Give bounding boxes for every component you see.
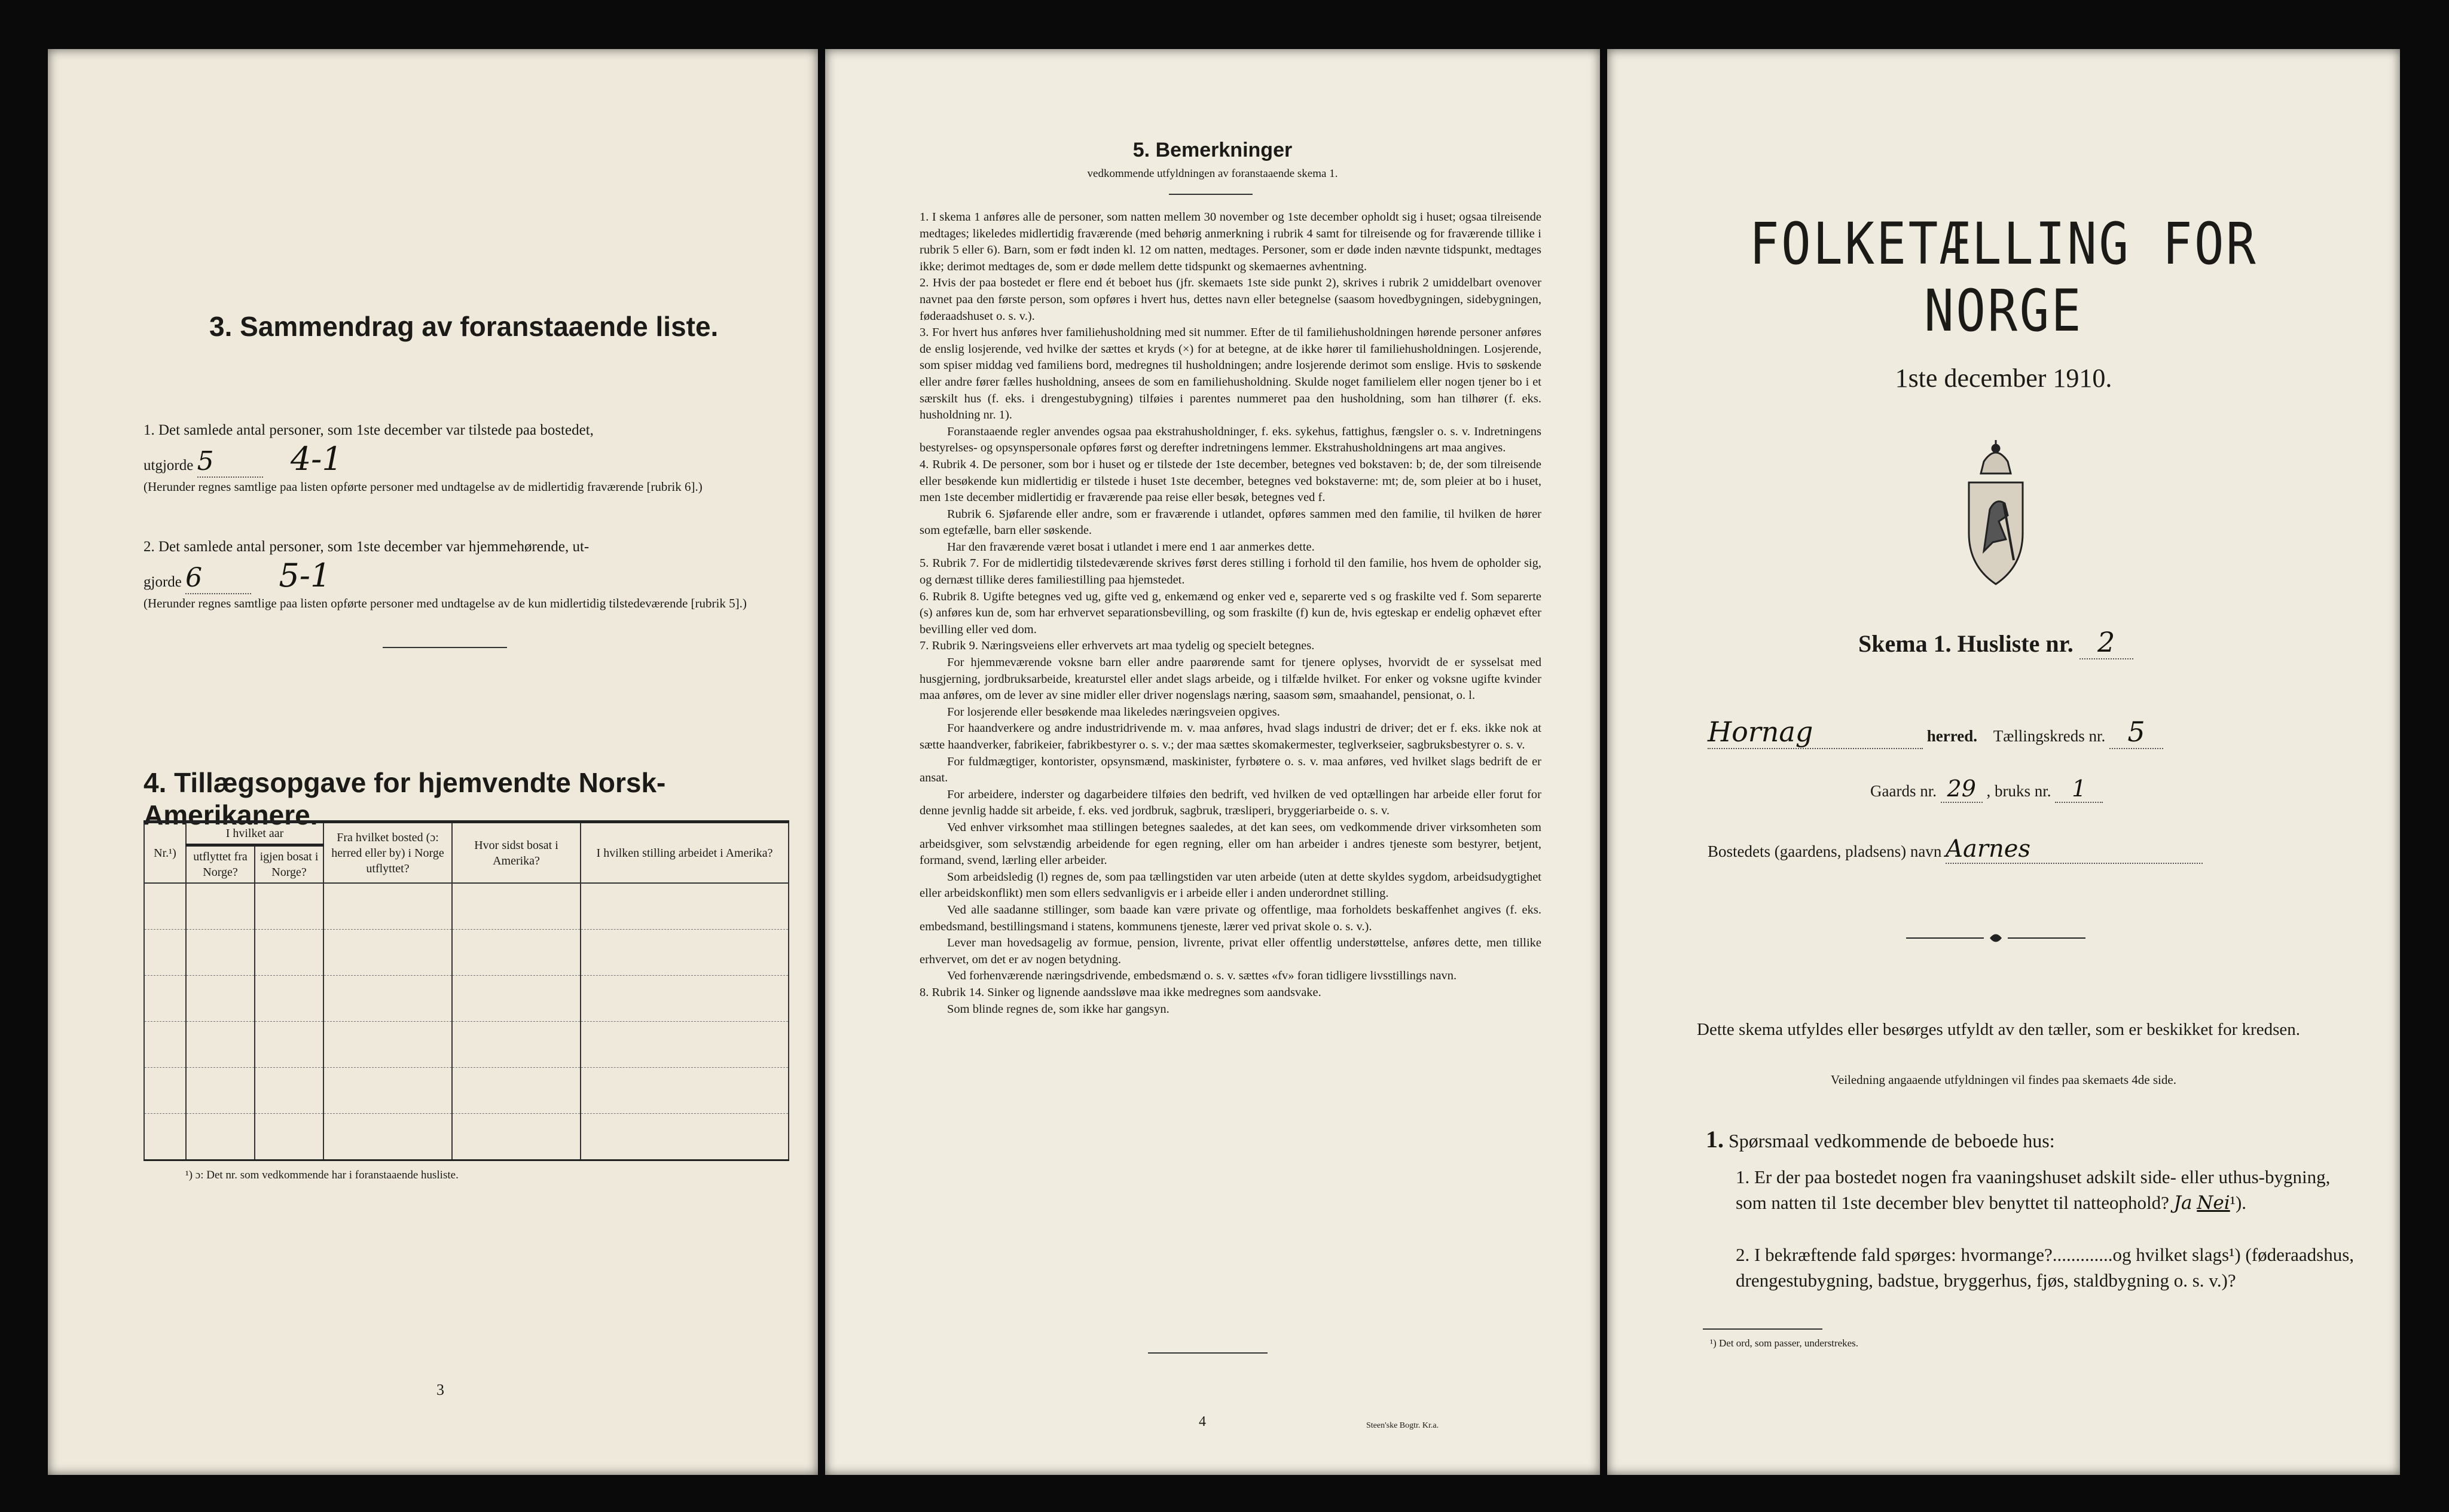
question-2: 2. I bekræftende fald spørges: hvormange?.............og hvilket slags¹) (føderaadshus, drengestubygning, badstue, bryggerhus, fjøs, staldbygning o. s. v.)? xyxy=(1736,1244,2355,1291)
bemerkning-paragraph: 8. Rubrik 14. Sinker og lignende aandssløve maa ikke medregnes som aandsvake. xyxy=(920,985,1321,999)
table-footnote: ¹) ɔ: Det nr. som vedkommende har i foranstaaende husliste. xyxy=(185,1169,459,1181)
question-number: 1. xyxy=(1706,1126,1724,1153)
skema-line xyxy=(1858,626,2133,659)
bemerkning-paragraph: Som blinde regnes de, som ikke har gangsyn. xyxy=(947,1002,1169,1016)
item2-label: gjorde xyxy=(143,574,182,590)
question-heading xyxy=(1706,1125,2055,1153)
item2-value: 6 xyxy=(185,563,203,593)
summary-item-1 xyxy=(143,420,789,496)
bemerkning-paragraph: 3. For hvert hus anføres hver familiehusholdning med sit nummer. Efter de til familiehusholdningen hørende personer anføres de enslig losjerende, ved hvilke der sættes et kryds (×) for at betegne, at de ikke hører til familiehusholdningen. Losjerende, som spiser middag ved familiens bord, medregnes til husholdningen; andre losjerende derimot som enslige. Hvis to søskende eller andre fører fælles husholdning, ansees de som en familiehusholdning. Skulde noget familielem eller nogen tjener bo i et særskilt hus (f. eks. i drengestubygning) tilføies i parentes nummeret paa den husholdning, som han tilhører (f. eks. husholdning nr. 1). xyxy=(920,326,1541,422)
bemerkning-paragraph: Lever man hovedsagelig av formue, pension, livrente, privat eller offentlig understøttelse, anføres dette, men tillike erhvervet, om det er av nogen betydning. xyxy=(920,936,1541,966)
bemerkning-paragraph: Ved enhver virksomhet maa stillingen betegnes saaledes, at det kan sees, om vedkommende driver virksomheten som arbeidsgiver, som selvstændig arbeidende for egen regning, eller om han arbeider i andres tjeneste som bestyrer, betjent, formand, svend, lærling eller arbeider. xyxy=(920,820,1541,868)
norsk-amerikanere-table xyxy=(143,820,789,1161)
bemerkning-paragraph: 7. Rubrik 9. Næringsveiens eller erhvervets art maa tydelig og specielt betegnes. xyxy=(920,639,1315,653)
gaards-label: Gaards nr. xyxy=(1870,782,1937,800)
page-middle xyxy=(825,49,1600,1475)
summary-item-2 xyxy=(143,536,789,612)
item2-note: (Herunder regnes samtlige paa listen opførte personer med undtagelse av de kun midlertidig tilstedeværende [rubrik 5].) xyxy=(143,596,747,610)
question-title: Spørsmaal vedkommende de beboede hus: xyxy=(1729,1130,2055,1151)
bemerkning-paragraph: Foranstaaende regler anvendes ogsaa paa ekstrahusholdninger, f. eks. sykehus, fattighus, fængsler o. s. v. Indretningens bestyrelses- og opsynspersonale opføres først og derefter indretningens lemmer. Ekstrahusholdningens art maa angives. xyxy=(920,424,1541,455)
bruks-label: , bruks nr. xyxy=(1986,782,2051,800)
page-footnote: ¹) Det ord, som passer, understrekes. xyxy=(1710,1337,1859,1349)
husliste-nr: 2 xyxy=(2097,626,2115,658)
col-nr: Nr.¹) xyxy=(144,822,186,884)
divider xyxy=(1148,1352,1268,1354)
col-stilling: I hvilken stilling arbeidet i Amerika? xyxy=(581,822,789,884)
page-left xyxy=(48,49,818,1475)
herred-value: Hornag xyxy=(1708,716,1813,748)
divider xyxy=(383,647,507,648)
col-igjen: igjen bosat i Norge? xyxy=(255,845,323,884)
table-row xyxy=(144,930,789,976)
bemerkning-paragraph: 2. Hvis der paa bostedet er flere end ét beboet hus (jfr. skemaets 1ste side punkt 2), skrives i rubrik 2 umiddelbart ovenover navnet paa den første person, som opføres i hvert hus, dettes navn eller betegnelse (saasom hovedbygningen, sidebygningen, føderaadshuset o. s. v.). xyxy=(920,276,1541,323)
table-row xyxy=(144,1068,789,1114)
bosted-line xyxy=(1708,835,2203,864)
item2-text: 2. Det samlede antal personer, som 1ste december var hjemmehørende, ut- xyxy=(143,539,590,555)
bruks-value: 1 xyxy=(2072,775,2087,802)
bosted-label: Bostedets (gaardens, pladsens) navn xyxy=(1708,842,1942,860)
bemerkning-paragraph: For arbeidere, inderster og dagarbeidere tilføies den bedrift, ved hvilken de ved optællingen har arbeide eller forut for denne jevnlig hadde sit arbeide, f. eks. ved jordbruk, sagbruk, træsliperi, bryggeriarbeide o. s. v. xyxy=(920,787,1541,818)
bosted-value: Aarnes xyxy=(1946,835,2030,863)
section5-title: 5. Bemerkninger xyxy=(1132,139,1293,161)
bemerkning-paragraph: Ved forhenværende næringsdrivende, embedsmænd o. s. v. sættes «fv» foran tidligere livsstillings navn. xyxy=(947,969,1457,983)
col-fra: Fra hvilket bosted (ɔ: herred eller by) i Norge utflyttet? xyxy=(323,822,452,884)
divider xyxy=(1703,1328,1822,1330)
bemerkning-paragraph: 6. Rubrik 8. Ugifte betegnes ved ug, gifte ved g, enkemænd og enker ved e, separerte ved s og fraskilte ved f. Som separerte (s) anføres kun de, som har erhvervet separationsbevilling, og som fraskilte (f) kun de, hvis egteskap er endelig ophævet efter bevilling eller ved dom. xyxy=(920,589,1541,636)
ornament-divider-icon xyxy=(1906,929,2085,947)
bemerkning-paragraph: For fuldmægtiger, kontorister, opsynsmænd, maskinister, fyrbøtere o. s. v. maa anføres, ved hvilket slags bedrift de er ansat. xyxy=(920,755,1541,785)
bemerkning-paragraph: 5. Rubrik 7. For de midlertidig tilstedeværende skrives først deres stilling i forhold til den familie, hos hvem de opholder sig, og dernæst tillike deres familiestilling paa hjemstedet. xyxy=(920,557,1541,587)
form-date: 1ste december 1910. xyxy=(1895,364,2112,393)
section3-title: 3. Sammendrag av foranstaaende liste. xyxy=(209,311,719,342)
bemerkninger-text xyxy=(920,209,1541,1018)
bemerkning-paragraph: 1. I skema 1 anføres alle de personer, som natten mellem 30 november og 1ste december opholdt sig i huset; ogsaa tilreisende medtages; likeledes midlertidig fraværende (med behørig anmerkning i rubrik 4 samt for tilreisende og for fraværende tillike i rubrik 5 eller 6). Barn, som er født inden kl. 12 om natten, medtages. Personer, som er døde inden nævnte tidspunkt, medtages ikke; derimot medtages de, som er døde mellem dette tidspunkt og skemaernes avhentning. xyxy=(920,210,1541,273)
col-group-aar: I hvilket aar xyxy=(186,822,323,845)
herred-label: herred. xyxy=(1926,727,1977,745)
item2-handwritten: 5-1 xyxy=(279,557,331,594)
kreds-label: Tællingskreds nr. xyxy=(1993,727,2106,745)
bemerkning-paragraph: Ved alle saadanne stillinger, som baade kan være private og offentlige, maa forholdets beskaffenhet angives (f. eks. embedsmand, bestillingsmand i statens, kommunens tjeneste, lærer ved privat skole o. s. v.). xyxy=(920,903,1541,933)
table-row xyxy=(144,1114,789,1160)
section5-subtitle: vedkommende utfyldningen av foranstaaende skema 1. xyxy=(1087,167,1338,180)
bemerkning-paragraph: Som arbeidsledig (l) regnes de, som paa tællingstiden var uten arbeide (uten at dette skyldes sygdom, arbeidsudygtighet eller arbeidskonflikt) men som ellers sedvanligvis er i arbeide eller i anden underordnet stilling. xyxy=(920,870,1541,900)
col-utflyttet: utflyttet fra Norge? xyxy=(186,845,255,884)
kreds-value: 5 xyxy=(2127,716,2145,748)
bemerkning-paragraph: For hjemmeværende voksne barn eller andre paarørende samt for tjenere oplyses, hvorvidt de er sysselsat med husgjerning, jordbruksarbeide, kreaturstel eller andet slags arbeide, og i tilfælde hvilket. For enker og voksne ugifte kvinder maa anføres, om de lever av sine midler eller driver nogenslags næring, saasom søm, smaahandel, pensionat, o. l. xyxy=(920,656,1541,702)
coat-of-arms-icon xyxy=(1951,438,2041,593)
q1-text: 1. Er der paa bostedet nogen fra vaaningshuset adskilt side- eller uthus-bygning, som natten til 1ste december blev benyttet til natteophold? xyxy=(1736,1166,2331,1213)
q1-ja: Ja xyxy=(2173,1192,2193,1214)
question-1: 1. Er der paa bostedet nogen fra vaaningshuset adskilt side- eller uthus-bygning, som natten til 1ste december blev benyttet til natteophold? Ja Nei¹). xyxy=(1736,1166,2331,1214)
item1-note: (Herunder regnes samtlige paa listen opførte personer med undtagelse av de midlertidig fraværende [rubrik 6].) xyxy=(143,479,703,494)
bemerkning-paragraph: Har den fraværende været bosat i utlandet i mere end 1 aar anmerkes dette. xyxy=(947,540,1315,554)
item1-value: 5 xyxy=(197,446,214,476)
q1-nei: Nei xyxy=(2197,1192,2230,1214)
page-right xyxy=(1607,49,2400,1475)
item1-text: 1. Det samlede antal personer, som 1ste december var tilstede paa bostedet, xyxy=(143,422,594,438)
item1-label: utgjorde xyxy=(143,457,194,474)
intro-text: Dette skema utfyldes eller besørges utfyldt av den tæller, som er beskikket for kredsen. xyxy=(1697,1020,2300,1039)
col-hvor: Hvor sidst bosat i Amerika? xyxy=(452,822,581,884)
form-title: FOLKETÆLLING FOR NORGE xyxy=(1749,210,2258,344)
divider xyxy=(1169,194,1253,195)
herred-line xyxy=(1708,716,2163,749)
skema-label: Skema 1. Husliste nr. xyxy=(1858,630,2074,657)
table-row xyxy=(144,1022,789,1068)
printer-imprint: Steen'ske Bogtr. Kr.a. xyxy=(1366,1421,1439,1430)
table-row xyxy=(144,976,789,1022)
bemerkning-paragraph: Rubrik 6. Sjøfarende eller andre, som er fraværende i utlandet, opføres sammen med den familie, til hvilken de hører som egtefælle, barn eller søskende. xyxy=(920,507,1541,537)
page-number: 3 xyxy=(436,1381,444,1398)
bemerkning-paragraph: For losjerende eller besøkende maa likeledes næringsveien opgives. xyxy=(947,705,1280,719)
page-number: 4 xyxy=(1199,1414,1206,1429)
section4-title: 4. Tillægsopgave for hjemvendte Norsk-Amerikanere. xyxy=(143,767,666,830)
bemerkning-paragraph: 4. Rubrik 4. De personer, som bor i huset og er tilstede der 1ste december, betegnes ved bokstaven: b; de, der som tilreisende eller besøkende kun midlertidig er tilstede i huset 1ste december, betegnes ved bokstaverne: mt; de, som pleier at bo i huset, men 1ste december midlertidig er fraværende paa reise eller besøk, betegnes ved f. xyxy=(920,457,1541,505)
bemerkning-paragraph: For haandverkere og andre industridrivende m. v. maa anføres, hvad slags industri de driver; det er f. eks. ikke nok at sætte haandverker, fabrikeier, fabrikbestyrer o. s. v.; der maa sættes skomakermester, teglverkseier, sagbruksbestyrer o. s. v. xyxy=(920,722,1541,752)
table-row xyxy=(144,883,789,930)
gaards-line xyxy=(1870,775,2103,803)
item1-handwritten: 4-1 xyxy=(290,440,343,478)
gaards-value: 29 xyxy=(1947,775,1976,802)
veiledning-text: Veiledning angaaende utfyldningen vil findes paa skemaets 4de side. xyxy=(1831,1073,2176,1087)
